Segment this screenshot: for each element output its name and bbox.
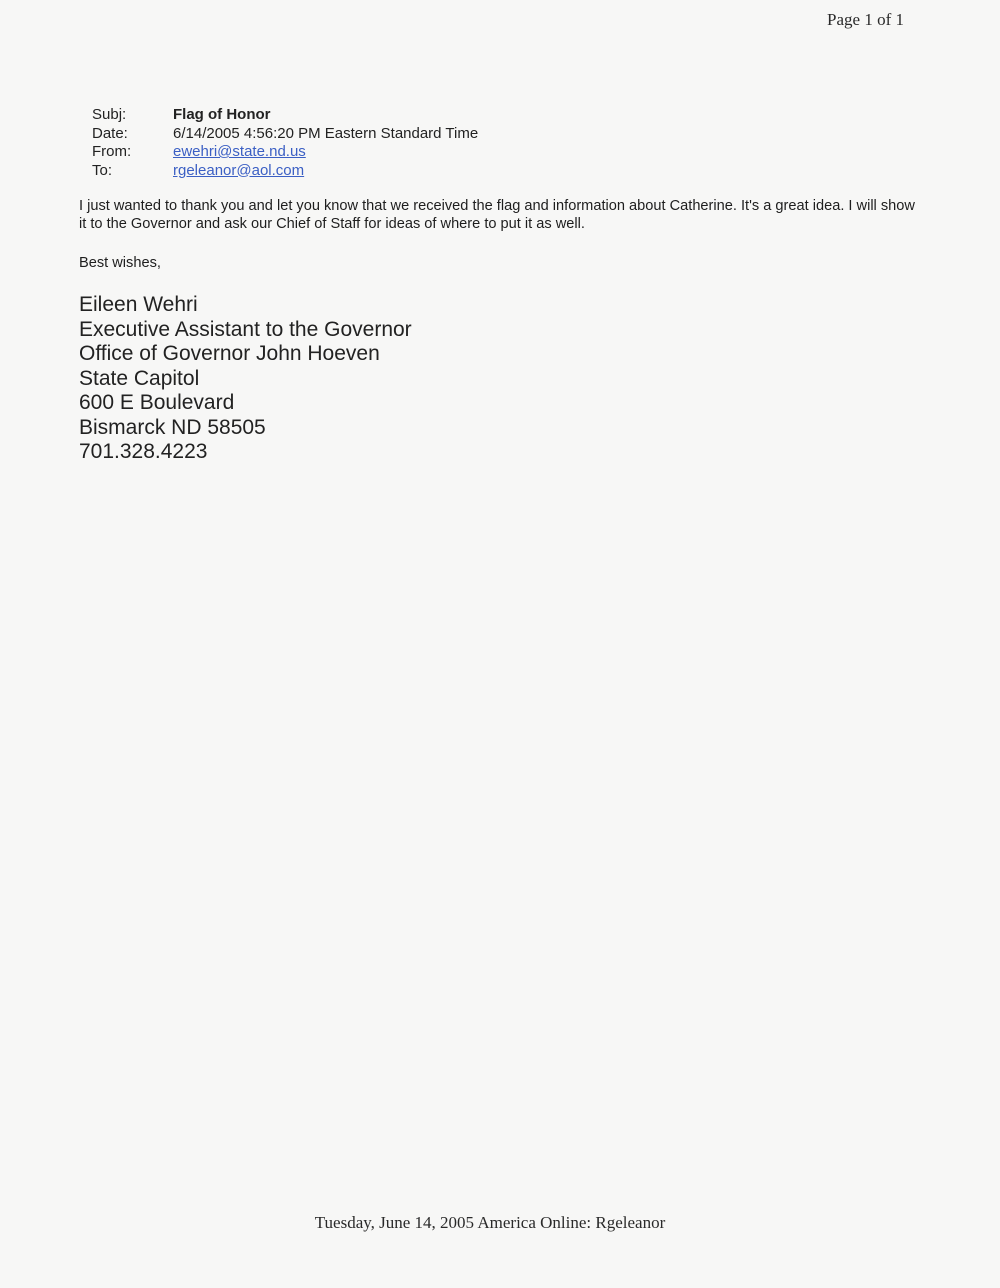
- signature-office: Office of Governor John Hoeven: [79, 342, 380, 365]
- subject-label: Subj:: [92, 106, 127, 123]
- header-row-date: [92, 125, 478, 144]
- subject-value: Flag of Honor: [173, 106, 271, 123]
- signature-building: State Capitol: [79, 366, 200, 390]
- signature-phone: 701.328.4223: [79, 440, 208, 463]
- from-email-link[interactable]: ewehri@state.nd.us: [173, 143, 306, 160]
- message-body: I just wanted to thank you and let you know that we received the flag and information about Catherine. It's a great idea. I will show it to the Governor and ask our Chief of Staff for ideas of where to put it as well.: [79, 198, 915, 232]
- page-number: Page 1 of 1: [827, 10, 904, 29]
- header-row-from: [92, 143, 478, 162]
- header-row-subject: [92, 106, 478, 125]
- closing-line: Best wishes,: [79, 255, 161, 271]
- email-header: [92, 106, 478, 180]
- signature-name: Eileen Wehri: [79, 293, 198, 316]
- date-value: 6/14/2005 4:56:20 PM Eastern Standard Time: [173, 124, 479, 142]
- signature-title: Executive Assistant to the Governor: [79, 317, 412, 341]
- date-label: Date:: [92, 124, 128, 142]
- signature-street: 600 E Boulevard: [79, 391, 235, 414]
- to-label: To:: [92, 161, 113, 179]
- print-footer: Tuesday, June 14, 2005 America Online: Rgeleanor: [314, 1213, 666, 1232]
- header-row-to: [92, 162, 478, 181]
- to-email-link[interactable]: rgeleanor@aol.com: [173, 161, 305, 179]
- signature-block: [79, 293, 412, 465]
- signature-city: Bismarck ND 58505: [79, 415, 266, 439]
- from-label: From:: [92, 143, 132, 160]
